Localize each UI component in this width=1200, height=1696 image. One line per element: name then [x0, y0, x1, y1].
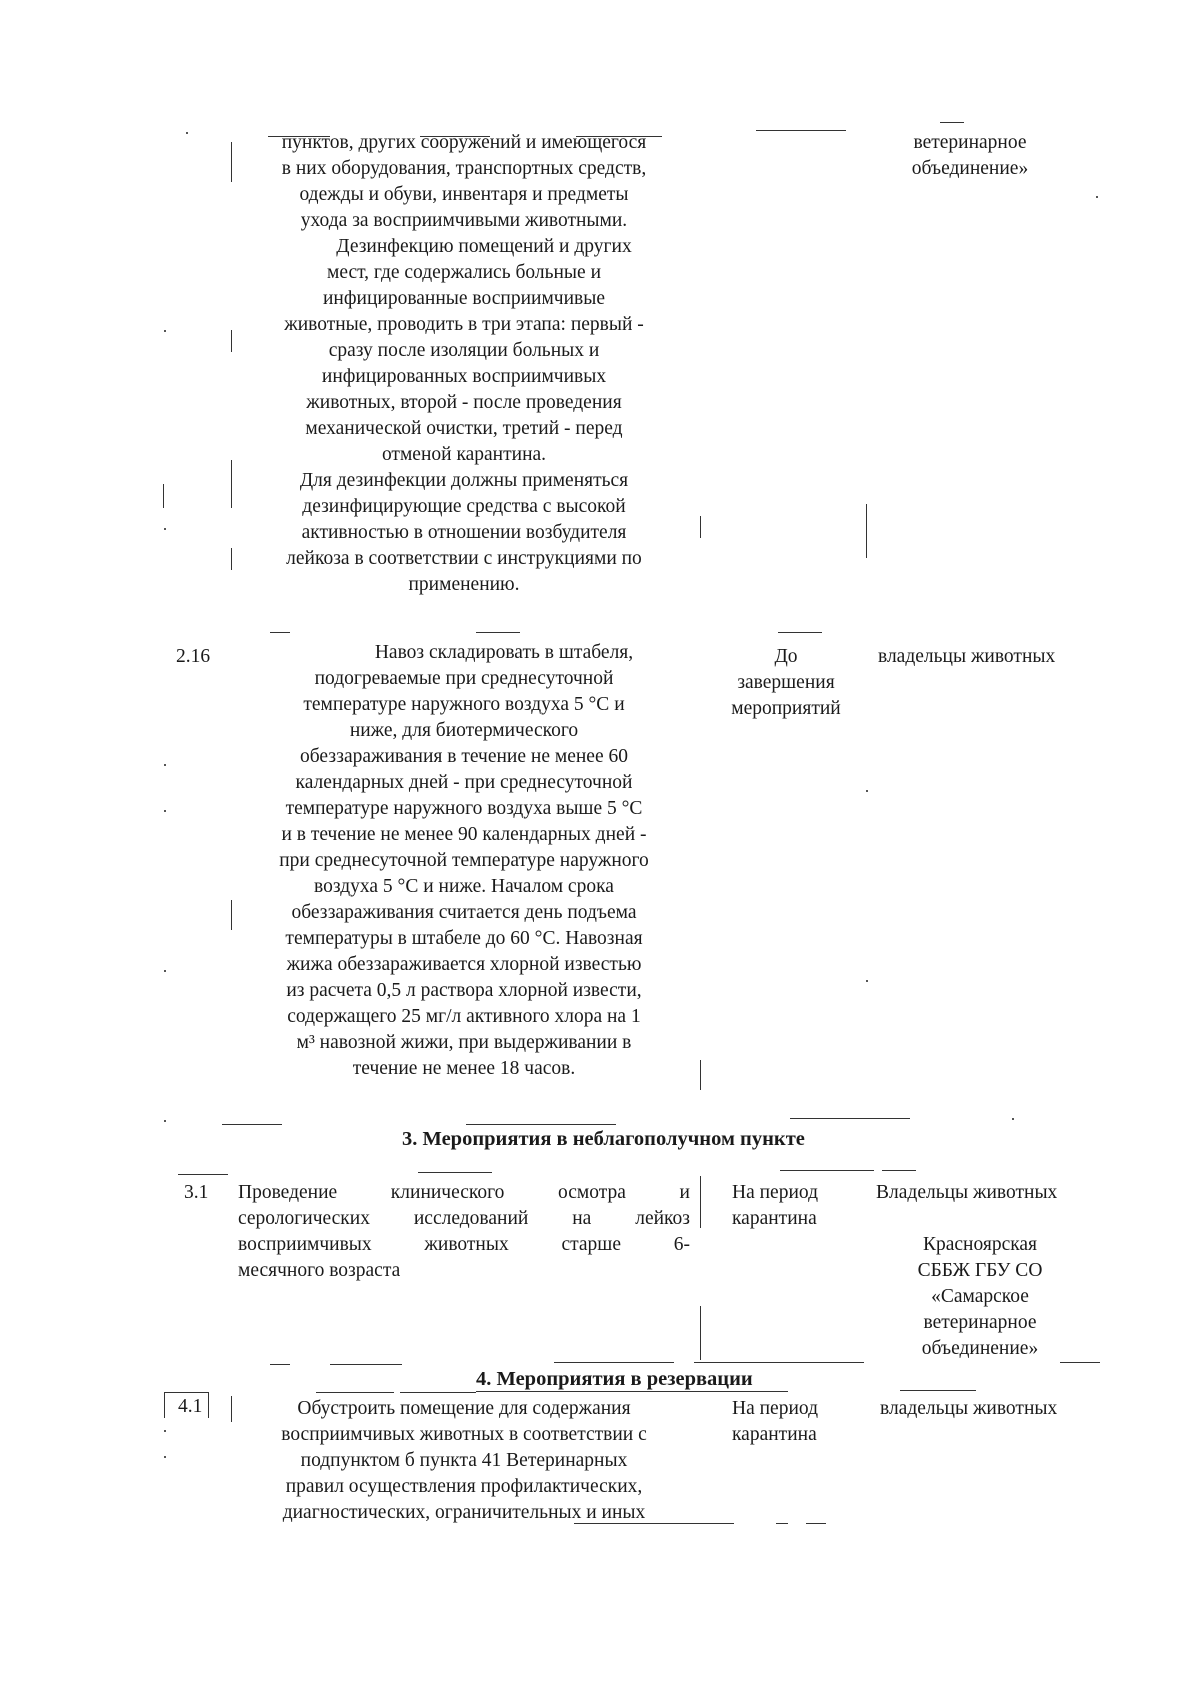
desc-line: календарных дней - при среднесуточной — [295, 772, 633, 793]
term-line: карантина — [732, 1424, 817, 1445]
term-line: До — [774, 646, 798, 667]
scan-speck — [186, 132, 188, 134]
row-216-description — [238, 640, 690, 1082]
column-rule — [231, 900, 232, 930]
row-rule — [900, 1390, 976, 1391]
row-rule — [222, 1124, 282, 1125]
term-line: На период — [732, 1182, 818, 1203]
desc-line: активностью в отношении возбудителя — [301, 522, 627, 543]
desc-line: механической очистки, третий - перед — [305, 418, 623, 439]
desc-line: температуры в штабеле до 60 °С. Навозная — [285, 928, 643, 949]
row-41-term — [732, 1396, 872, 1448]
desc-line: из расчета 0,5 л раствора хлорной извести, — [286, 980, 642, 1001]
row-rule — [466, 1124, 616, 1125]
resp-line: Красноярская — [922, 1234, 1038, 1255]
desc-line: отменой карантина. — [381, 444, 547, 465]
resp-line: ветеринарное — [913, 132, 1027, 153]
desc-line: сразу после изоляции больных и — [328, 340, 600, 361]
column-rule — [700, 1176, 701, 1228]
column-rule — [700, 1306, 701, 1360]
row-rule — [400, 1392, 476, 1393]
column-rule — [231, 142, 232, 182]
scan-speck — [164, 1120, 166, 1122]
row-rule — [418, 1172, 492, 1173]
desc-line: серологических исследований на лейкоз — [238, 1208, 690, 1229]
desc-line: животные, проводить в три этапа: первый - — [284, 314, 644, 335]
desc-line: восприимчивых животных в соответствии с — [281, 1424, 647, 1445]
row-31-term — [732, 1180, 872, 1232]
scan-speck — [1012, 1118, 1014, 1120]
resp-line: объединение» — [911, 158, 1029, 179]
desc-line: и в течение не менее 90 календарных дней - — [281, 824, 647, 845]
row-216-term — [706, 644, 866, 722]
desc-line: Навоз складировать в штабеля, — [374, 642, 634, 663]
desc-line: месячного возраста — [238, 1260, 401, 1281]
column-rule — [866, 504, 867, 558]
row-rule — [270, 632, 290, 633]
scan-speck — [164, 528, 166, 530]
row-rule — [882, 1170, 916, 1171]
desc-line: одежды и обуви, инвентаря и предметы — [299, 184, 629, 205]
desc-line: в них оборудования, транспортных средств, — [281, 158, 647, 179]
desc-line: обеззараживания в течение не менее 60 — [300, 746, 628, 767]
term-line: мероприятий — [731, 698, 841, 719]
desc-line: содержащего 25 мг/л активного хлора на 1 — [287, 1006, 641, 1027]
desc-line: животных, второй - после проведения — [306, 392, 622, 413]
row-number: 3.1 — [184, 1182, 209, 1203]
column-rule — [700, 516, 701, 538]
row-31-responsible-owner: Владельцы животных — [876, 1182, 1058, 1203]
row-rule — [330, 1364, 402, 1365]
section-4-title: 4. Мероприятия в резервации — [476, 1368, 753, 1390]
desc-line: мест, где содержались больные и — [326, 262, 602, 283]
desc-line: жижа обеззараживается хлорной известью — [286, 954, 642, 975]
desc-line: инфицированные восприимчивые — [323, 288, 605, 309]
desc-line: восприимчивых животных старше 6- — [238, 1234, 690, 1255]
desc-line: подогреваемые при среднесуточной — [314, 668, 614, 689]
desc-line: Для дезинфекции должны применяться — [299, 470, 629, 491]
desc-line: течение не менее 18 часов. — [352, 1058, 576, 1079]
row-rule — [778, 632, 822, 633]
desc-line: м³ навозной жижи, при выдерживании в — [296, 1032, 632, 1053]
row-continuation-responsible — [870, 130, 1070, 182]
row-number: 2.16 — [176, 646, 211, 667]
desc-line: пунктов, других сооружений и имеющегося — [281, 132, 647, 153]
desc-line: Проведение клинического осмотра и — [238, 1182, 690, 1203]
row-rule — [1060, 1362, 1100, 1363]
desc-line: ниже, для биотермического — [349, 720, 579, 741]
desc-line: дезинфицирующие средства с высокой — [302, 496, 626, 517]
row-rule — [178, 1174, 228, 1175]
column-rule — [208, 1392, 209, 1418]
scan-speck — [164, 970, 166, 972]
term-line: карантина — [732, 1208, 817, 1229]
row-rule — [694, 1362, 864, 1363]
column-rule — [164, 1392, 165, 1418]
desc-line: подпунктом б пункта 41 Ветеринарных — [300, 1450, 628, 1471]
scan-speck — [866, 980, 868, 982]
desc-line: при среднесуточной температуре наружного — [279, 850, 649, 871]
scan-speck — [164, 1430, 166, 1432]
row-rule — [806, 1523, 826, 1524]
desc-line: Обустроить помещение для содержания — [297, 1398, 631, 1419]
scan-speck — [164, 1456, 166, 1458]
column-rule — [700, 1060, 701, 1090]
column-rule — [163, 484, 164, 508]
desc-line: инфицированных восприимчивых — [321, 366, 607, 387]
column-rule — [231, 460, 232, 508]
scan-speck — [866, 790, 868, 792]
row-rule — [776, 1523, 788, 1524]
desc-line: лейкоза в соответствии с инструкциями по — [286, 548, 642, 569]
desc-line: ухода за восприимчивыми животными. — [300, 210, 628, 231]
desc-line: температуре наружного воздуха выше 5 °С — [285, 798, 643, 819]
resp-line: «Самарское — [931, 1286, 1029, 1307]
table-top-rule — [940, 122, 964, 123]
column-rule — [231, 330, 232, 352]
resp-line: объединение» — [921, 1338, 1039, 1359]
scan-speck — [164, 810, 166, 812]
term-line: завершения — [737, 672, 835, 693]
desc-line: воздуха 5 °С и ниже. Началом срока — [314, 876, 614, 897]
table-top-rule — [756, 130, 846, 131]
row-31-description — [238, 1180, 690, 1284]
row-41-responsible: владельцы животных — [880, 1398, 1058, 1419]
desc-line: диагностических, ограничительных и иных — [282, 1502, 646, 1523]
desc-line: применению. — [408, 574, 520, 595]
row-rule — [790, 1118, 910, 1119]
scan-speck — [164, 330, 166, 332]
desc-line: температуре наружного воздуха 5 °С и — [303, 694, 625, 715]
desc-line: обеззараживания считается день подъема — [291, 902, 637, 923]
section-4-underline — [476, 1391, 788, 1392]
row-rule — [270, 1364, 290, 1365]
row-continuation-description — [238, 130, 690, 598]
row-rule — [574, 1523, 734, 1524]
row-rule — [476, 632, 520, 633]
desc-line: правил осуществления профилактических, — [285, 1476, 643, 1497]
row-rule — [554, 1362, 674, 1363]
row-rule — [780, 1170, 874, 1171]
row-rule — [316, 1392, 394, 1393]
row-number: 4.1 — [178, 1396, 203, 1417]
scan-speck — [164, 764, 166, 766]
resp-line: ветеринарное — [923, 1312, 1037, 1333]
row-216-responsible: владельцы животных — [878, 646, 1056, 667]
scan-speck — [1096, 196, 1098, 198]
row-41-description — [238, 1396, 690, 1526]
resp-line: СББЖ ГБУ СО — [917, 1260, 1043, 1281]
desc-line: Дезинфекцию помещений и других — [336, 236, 632, 257]
column-rule — [231, 1396, 232, 1422]
column-rule — [231, 548, 232, 570]
row-rule — [164, 1392, 208, 1393]
section-3-title: 3. Мероприятия в неблагополучном пункте — [402, 1128, 805, 1150]
row-31-responsible — [880, 1232, 1080, 1362]
term-line: На период — [732, 1398, 818, 1419]
